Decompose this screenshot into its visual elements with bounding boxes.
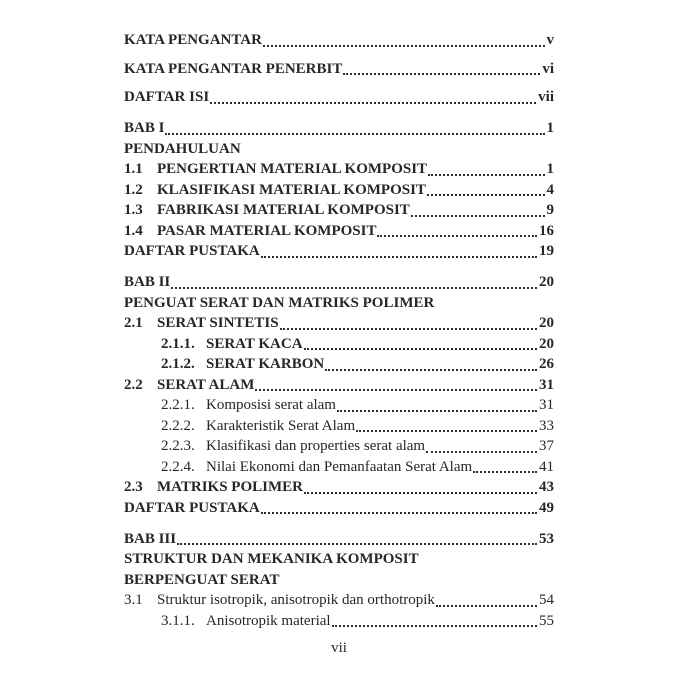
toc-entry-label: Anisotropik material [206,612,331,629]
dot-leader [427,194,545,196]
toc-entry-page: 41 [539,458,554,475]
dot-leader [263,45,545,47]
toc-entry-number: 1.2 [124,181,143,198]
toc-row [124,118,554,139]
toc-row [124,30,554,51]
dot-leader [428,174,544,176]
toc-entry-label: STRUKTUR DAN MEKANIKA KOMPOSIT [124,551,419,567]
toc-entry-label: Nilai Ekonomi dan Pemanfaatan Serat Alam [206,458,473,475]
toc-row [124,498,554,519]
toc-entry-page: 16 [539,222,554,239]
dot-leader [304,348,537,350]
toc-entry-page: 19 [539,243,554,259]
toc-row [124,180,554,201]
toc-entry-number: 2.1.2. [161,356,195,372]
dot-leader [171,287,537,289]
toc-entry-label: DAFTAR PUSTAKA [124,499,260,516]
toc-row [124,221,554,242]
toc-entry-number: 2.2 [124,376,143,393]
toc-row [124,416,554,437]
toc-list [124,30,554,631]
toc-entry-label: BAB I [124,120,165,136]
toc-entry-label: DAFTAR PUSTAKA [124,243,260,259]
toc-entry-label: SERAT ALAM [157,376,255,393]
toc-entry-number: 1.3 [124,202,143,218]
page-number-footer: vii [331,640,347,656]
toc-entry-label: SERAT SINTETIS [157,315,279,331]
dot-leader [436,605,537,607]
toc-row [124,200,554,221]
toc-row [124,87,554,108]
toc-row [124,375,554,396]
toc-entry-number: 2.2.2. [161,417,195,434]
toc-row [124,395,554,416]
toc-row [124,549,554,570]
dot-leader [411,215,545,217]
toc-entry-page: vi [542,60,554,77]
toc-entry-label: PENGUAT SERAT DAN MATRIKS POLIMER [124,294,435,311]
dot-leader [165,133,544,135]
toc-row [124,139,554,160]
toc-entry-label: BERPENGUAT SERAT [124,571,280,588]
toc-entry-label: PASAR MATERIAL KOMPOSIT [157,222,377,239]
dot-leader [255,389,537,391]
toc-entry-number: 2.2.4. [161,458,195,475]
toc-entry-number: 1.4 [124,222,143,239]
dot-leader [337,410,537,412]
dot-leader [280,328,537,330]
toc-row [124,293,554,314]
toc-entry-label: SERAT KARBON [206,356,325,372]
toc-entry-page: 4 [546,181,554,198]
toc-entry-page: 43 [539,479,554,495]
toc-entry-label: Klasifikasi dan properties serat alam [206,438,426,454]
toc-entry-page: 26 [539,356,554,372]
dot-leader [210,102,536,104]
dot-leader [426,451,537,453]
toc-entry-label: KLASIFIKASI MATERIAL KOMPOSIT [157,181,426,198]
dot-leader [473,471,537,473]
dot-leader [325,369,537,371]
toc-row [124,313,554,334]
toc-row [124,272,554,293]
toc-row [124,457,554,478]
toc-row [124,611,554,632]
toc-entry-label: Struktur isotropik, anisotropik dan orthotropik [157,592,435,608]
toc-entry-label: BAB II [124,274,171,290]
toc-entry-page: v [546,32,554,48]
dot-leader [261,256,537,258]
toc-entry-label: KATA PENGANTAR PENERBIT [124,60,343,77]
toc-row [124,477,554,498]
toc-entry-number: 1.1 [124,161,143,177]
dot-leader [356,430,537,432]
toc-entry-number: 2.1.1. [161,335,195,352]
toc-entry-label: PENDAHULUAN [124,140,241,157]
toc-row [124,529,554,550]
toc-entry-page: 54 [539,592,554,608]
toc-entry-label: FABRIKASI MATERIAL KOMPOSIT [157,202,410,218]
toc-entry-page: 1 [546,120,554,136]
dot-leader [304,492,537,494]
page-footer [124,638,554,658]
toc-entry-label: SERAT KACA [206,335,303,352]
toc-row [124,334,554,355]
toc-entry-page: 31 [539,397,554,413]
toc-entry-number: 2.1 [124,315,143,331]
toc-entry-page: 37 [539,438,554,454]
toc-row [124,241,554,262]
toc-entry-page: 53 [539,530,554,547]
toc-entry-number: 2.2.3. [161,438,195,454]
toc-entry-page: 20 [539,274,554,290]
toc-row [124,354,554,375]
toc-entry-page: 49 [539,499,554,516]
toc-entry-page: 55 [539,612,554,629]
toc-entry-label: DAFTAR ISI [124,89,210,105]
toc-row [124,570,554,591]
toc-entry-label: MATRIKS POLIMER [157,479,303,495]
toc-entry-label: Karakteristik Serat Alam [206,417,356,434]
dot-leader [343,73,540,75]
toc-entry-page: 31 [539,376,554,393]
toc-entry-label: KATA PENGANTAR [124,32,262,48]
dot-leader [177,543,537,545]
toc-entry-number: 2.3 [124,479,143,495]
toc-row [124,590,554,611]
toc-entry-page: 9 [546,202,554,218]
toc-entry-page: 20 [539,315,554,331]
toc-row [124,436,554,457]
toc-entry-number: 2.2.1. [161,397,195,413]
dot-leader [377,235,537,237]
toc-entry-label: BAB III [124,530,177,547]
dot-leader [332,625,537,627]
toc-entry-number: 3.1 [124,592,143,608]
toc-entry-label: Komposisi serat alam [206,397,336,413]
toc-entry-label: PENGERTIAN MATERIAL KOMPOSIT [157,161,428,177]
toc-entry-number: 3.1.1. [161,612,195,629]
dot-leader [261,512,537,514]
toc-entry-page: vii [538,89,554,105]
toc-row [124,59,554,80]
toc-entry-page: 33 [539,417,554,434]
toc-row [124,159,554,180]
toc-entry-page: 20 [539,335,554,352]
toc-entry-page: 1 [546,161,554,177]
